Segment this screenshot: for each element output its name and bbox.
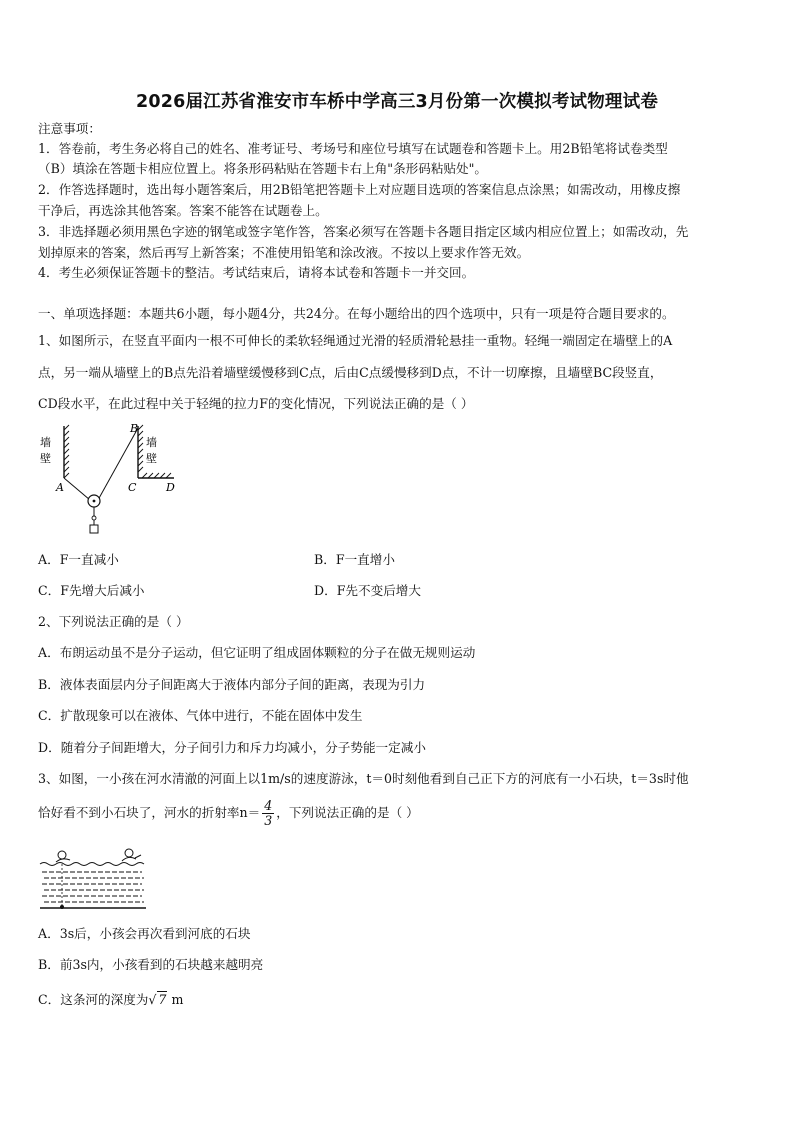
question-2-stem: 2、下列说法正确的是（ ）	[38, 614, 189, 629]
q3-text-before-fraction: 恰好看不到小石块了，河水的折射率n＝	[38, 805, 261, 820]
question-3-line-2	[38, 798, 758, 828]
notice-line: 干净后，再选涂其他答案。答案不能答在试题卷上。	[38, 203, 328, 218]
q2-option-d: D．随着分子间距增大，分子间引力和斥力均减小，分子势能一定减小	[38, 740, 426, 755]
point-b-label: B	[130, 422, 139, 435]
point-a-label: A	[56, 481, 64, 494]
q1-option-c: C．F先增大后减小	[38, 583, 145, 598]
q2-option-a: A．布朗运动虽不是分子运动，但它证明了组成固体颗粒的分子在做无规则运动	[38, 645, 476, 660]
fraction-numerator: 4	[264, 798, 273, 813]
right-wall-label-2: 壁	[146, 452, 157, 465]
exam-title: 2026届江苏省淮安市车桥中学高三3月份第一次模拟考试物理试卷	[135, 92, 659, 112]
refraction-index-fraction	[262, 799, 274, 828]
section-heading: 一、单项选择题：本题共6小题，每小题4分，共24分。在每小题给出的四个选项中，只有一项是符合题目要求的。	[38, 306, 675, 321]
notice-line: 划掉原来的答案，然后再写上新答案；不准使用铅笔和涂改液。不按以上要求作答无效。	[38, 245, 530, 260]
q3-river-figure	[38, 846, 152, 912]
q1-option-b: B．F一直增小	[314, 552, 395, 567]
notice-line: 2．作答选择题时，选出每小题答案后，用2B铅笔把答题卡上对应题目选项的答案信息点涂黑；如需改动，用橡皮擦	[38, 182, 681, 197]
point-d-label: D	[166, 481, 175, 494]
question-1-line: 1、如图所示，在竖直平面内一根不可伸长的柔软轻绳通过光滑的轻质滑轮悬挂一重物。轻绳一端固定在墙壁上的A	[38, 333, 673, 348]
left-wall-label-2: 壁	[40, 452, 51, 465]
q3-text-after-fraction: ，下列说法正确的是（ ）	[276, 805, 419, 820]
notice-line: 4．考生必须保证答题卡的整洁。考试结束后，请将本试卷和答题卡一并交回。	[38, 265, 475, 280]
q2-option-c: C．扩散现象可以在液体、气体中进行，不能在固体中发生	[38, 708, 363, 723]
point-c-label: C	[128, 481, 137, 494]
q1-option-a: A．F一直减小	[38, 552, 119, 567]
notice-line: 3．非选择题必须用黑色字迹的钢笔或签字笔作答，答案必须写在答题卡各题目指定区域内相应位置上；如需改动，先	[38, 224, 689, 239]
question-3-line: 3、如图，一小孩在河水清澈的河面上以1m/s的速度游泳，t＝0时刻他看到自己正下方的河底有一小石块，t＝3s时他	[38, 771, 689, 786]
q1-pulley-figure	[36, 422, 186, 540]
fraction-denominator: 3	[264, 813, 273, 828]
sqrt-symbol: √	[148, 992, 157, 1007]
question-1-line: CD段水平，在此过程中关于轻绳的拉力F的变化情况，下列说法正确的是（ ）	[38, 396, 474, 411]
depth-unit: m	[167, 992, 184, 1007]
q3-option-c-text: C．这条河的深度为	[38, 992, 149, 1007]
q3-option-a: A．3s后，小孩会再次看到河底的石块	[38, 926, 251, 941]
notice-line: 1．答卷前，考生务必将自己的姓名、准考证号、考场号和座位号填写在试题卷和答题卡上。用2B铅笔将试卷类型	[38, 141, 668, 156]
q3-option-b: B．前3s内，小孩看到的石块越来越明亮	[38, 957, 264, 972]
left-wall-label-1: 墙	[40, 436, 51, 449]
q1-option-d: D．F先不变后增大	[314, 583, 421, 598]
question-1-line: 点，另一端从墙壁上的B点先沿着墙壁缓慢移到C点，后由C点缓慢移到D点，不计一切摩擦，且墙壁BC段竖直，	[38, 365, 663, 380]
notice-line: （B）填涂在答题卡相应位置上。将条形码粘贴在答题卡右上角"条形码粘贴处"。	[38, 161, 488, 176]
q2-option-b: B．液体表面层内分子间距离大于液体内部分子间的距离，表现为引力	[38, 677, 426, 692]
sqrt-radicand: 7	[158, 992, 167, 1007]
q3-option-c	[38, 991, 758, 1008]
notice-heading: 注意事项：	[38, 121, 101, 136]
right-wall-label-1: 墙	[146, 436, 157, 449]
